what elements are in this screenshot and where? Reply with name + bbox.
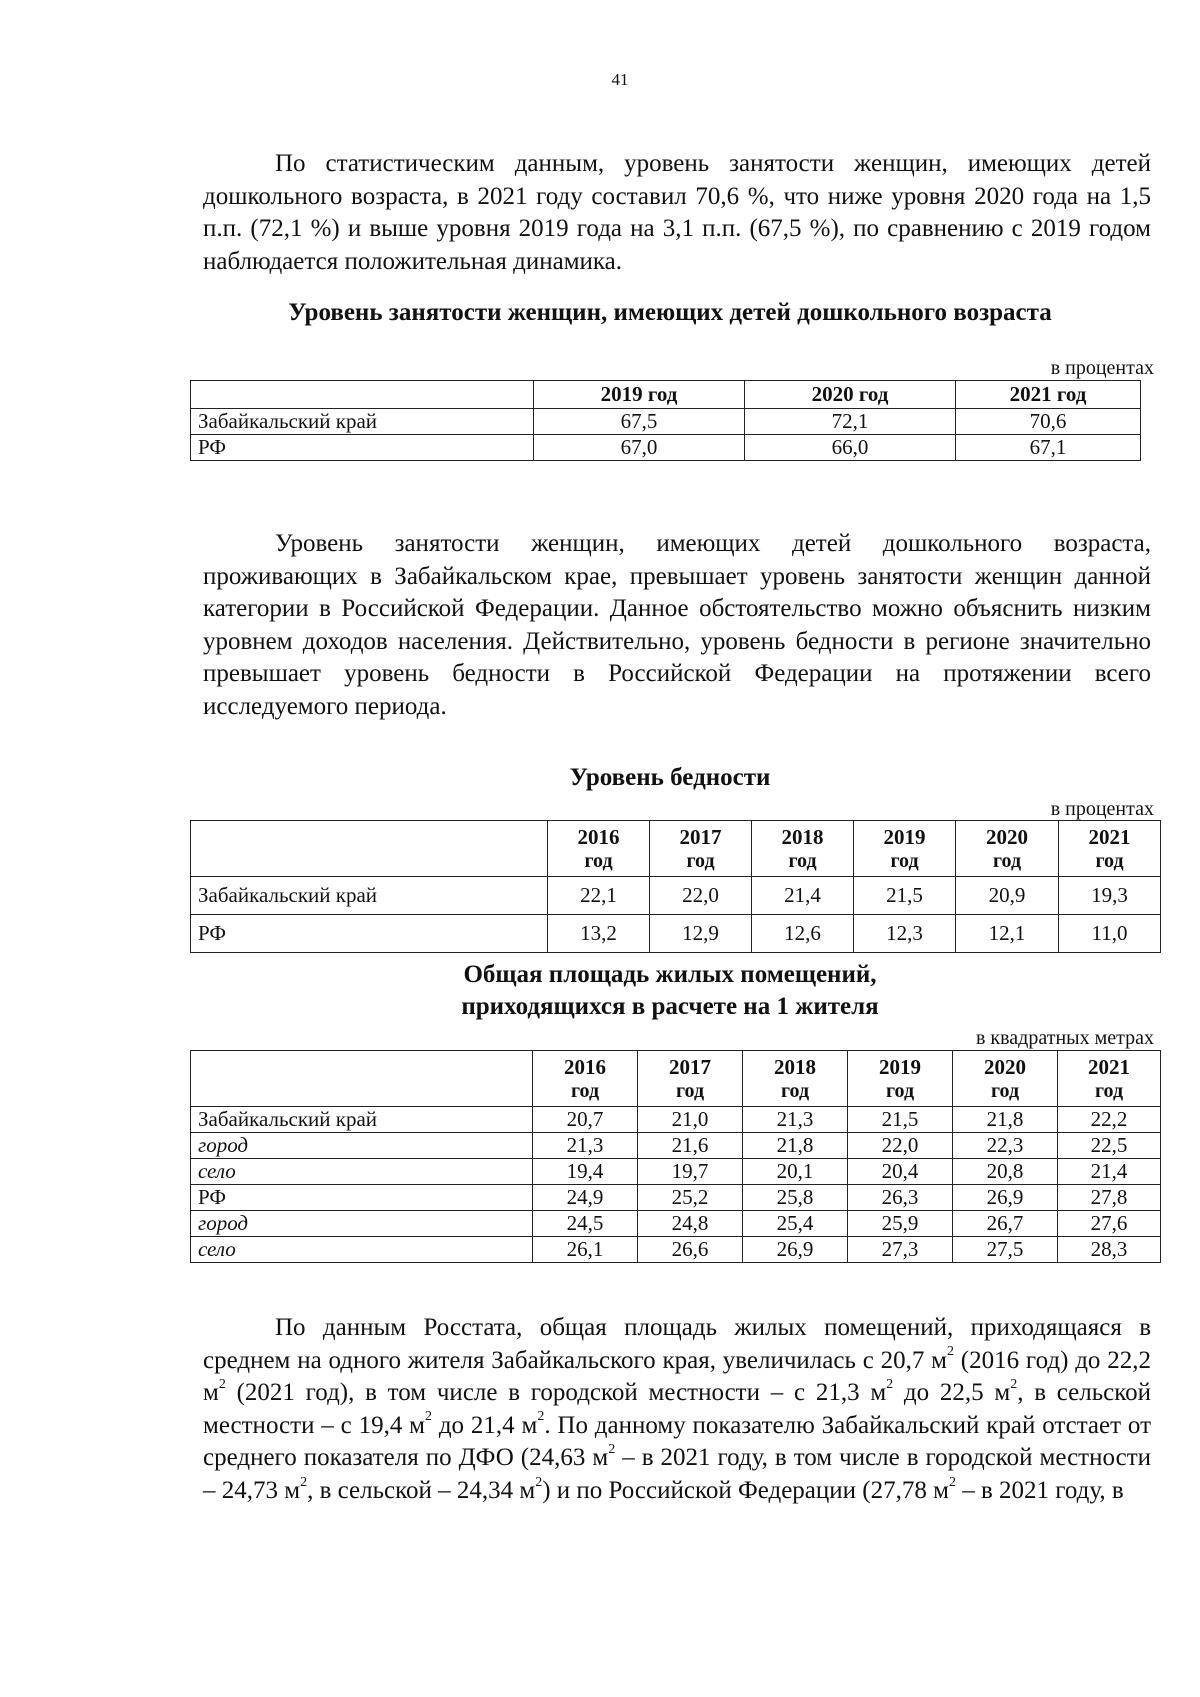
square-meter-superscript: 2 (218, 1376, 226, 1392)
year-suffix: год (885, 1079, 915, 1102)
square-meter-superscript: 2 (948, 1474, 956, 1490)
value-cell: 20,1 (743, 1159, 848, 1185)
table2-title: Уровень бедности (569, 764, 771, 791)
poverty-table (190, 820, 1161, 953)
year-label: 2016 (564, 1054, 606, 1079)
housing-paragraph-text: , в сельской – 24,34 м (307, 1476, 536, 1504)
intro-paragraph-text: По статистическим данным, уровень занятости женщин, имеющих детей дошкольного возраста, в 2021 году составил 70,6 %, что ниже уровня 2020 года на 1,5 п.п. (72,1 %) и выше уровня 2019 года на 3,1 п.п. (67,5 %), по сравнению с 2019 годом наблюдается положительная динамика. (203, 150, 1151, 275)
year-suffix: год (992, 849, 1022, 872)
row-label: РФ (191, 435, 534, 461)
year-suffix: год (686, 849, 715, 872)
table-row (191, 1185, 1161, 1211)
value-cell: 21,0 (638, 1107, 743, 1133)
value-cell: 25,8 (743, 1185, 848, 1211)
row-label: РФ (191, 1185, 533, 1211)
year-suffix: год (780, 1079, 810, 1102)
table2-unit: в процентах (1050, 798, 1154, 820)
value-cell: 21,5 (848, 1107, 953, 1133)
year-header (848, 1051, 953, 1107)
poverty-intro-paragraph-text: Уровень занятости женщин, имеющих детей дошкольного возраста, проживающих в Забайкальском крае, превышает уровень занятости женщин данной категории в Российской Федерации. Данное обстоятельство можно объяснить низким уровнем доходов населения. Действительно, уровень бедности в регионе значительно превышает уровень бедности в Российской Федерации на протяжении всего исследуемого периода. (203, 530, 1151, 720)
year-suffix: год (788, 849, 817, 872)
value-cell: 12,9 (650, 915, 752, 953)
value-cell: 21,3 (533, 1133, 638, 1159)
row-label: город (191, 1133, 533, 1159)
table-header-row (191, 1051, 1161, 1107)
value-cell: 21,4 (1058, 1159, 1161, 1185)
value-cell: 26,1 (533, 1237, 638, 1263)
housing-paragraph-text: до 21,4 м (432, 1411, 538, 1439)
square-meter-superscript: 2 (425, 1409, 432, 1425)
value-cell: 26,9 (743, 1237, 848, 1263)
value-cell: 12,3 (854, 915, 956, 953)
value-cell: 25,9 (848, 1211, 953, 1237)
value-cell: 67,5 (534, 409, 745, 435)
row-label: Забайкальский край (191, 409, 534, 435)
value-cell: 21,8 (953, 1107, 1058, 1133)
square-meter-superscript: 2 (608, 1442, 616, 1458)
table-row (191, 1237, 1161, 1263)
housing-paragraph-text: ) и по Российской Федерации (27,78 м (542, 1476, 949, 1504)
header-blank-cell (191, 1051, 533, 1107)
square-meter-superscript: 2 (946, 1344, 954, 1360)
value-cell: 20,9 (956, 877, 1059, 915)
year-label: 2021 (1088, 1054, 1130, 1079)
housing-paragraph-text: – в 2021 году, в (955, 1476, 1124, 1504)
table-row (191, 1211, 1161, 1237)
square-meter-superscript: 2 (300, 1474, 308, 1490)
value-cell: 20,7 (533, 1107, 638, 1133)
year-header: 2019 год (534, 381, 745, 409)
table1-unit: в процентах (1050, 357, 1154, 379)
year-suffix: год (890, 849, 919, 872)
housing-paragraph-text: (2021 год), в том числе в городской местности – с 21,3 м (225, 1379, 887, 1407)
housing-paragraph-text: , в сельской местности – с 19,4 м (203, 1379, 1152, 1439)
year-header (638, 1051, 743, 1107)
page-number: 41 (611, 70, 629, 89)
value-cell: 22,5 (1058, 1133, 1161, 1159)
table-row (191, 1159, 1161, 1185)
year-suffix: год (1094, 1079, 1124, 1102)
year-label: 2017 (669, 1054, 711, 1079)
table3-title-line1: Общая площадь жилых помещений, (463, 961, 877, 988)
housing-paragraph-text: (2016 год) до 22,2 м (203, 1346, 1151, 1407)
year-header (854, 821, 956, 877)
value-cell: 21,5 (854, 877, 956, 915)
year-suffix: год (675, 1079, 705, 1102)
housing-paragraph (203, 1312, 1151, 1508)
row-label: Забайкальский край (191, 1107, 533, 1133)
square-meter-superscript: 2 (535, 1474, 543, 1490)
year-label: 2019 (879, 1054, 921, 1079)
year-header (752, 821, 854, 877)
year-header (956, 821, 1059, 877)
table3-title-line2: приходящихся в расчете на 1 жителя (461, 993, 879, 1020)
value-cell: 21,6 (638, 1133, 743, 1159)
value-cell: 27,6 (1058, 1211, 1161, 1237)
year-label: 2018 (781, 824, 824, 849)
year-header (953, 1051, 1058, 1107)
value-cell: 28,3 (1058, 1237, 1161, 1263)
table-row (191, 409, 1141, 435)
square-meter-superscript: 2 (1010, 1376, 1018, 1392)
table-row (191, 1133, 1161, 1159)
housing-paragraph-text: – в 2021 году, в том числе в городской местности – 24,73 м (203, 1444, 1151, 1504)
value-cell: 70,6 (956, 409, 1141, 435)
year-suffix: год (584, 849, 613, 872)
year-suffix: год (570, 1079, 600, 1102)
value-cell: 24,5 (533, 1211, 638, 1237)
year-header (548, 821, 650, 877)
year-header (533, 1051, 638, 1107)
year-header: 2020 год (745, 381, 956, 409)
year-suffix: год (990, 1079, 1020, 1102)
square-meter-superscript: 2 (537, 1409, 545, 1425)
year-label: 2018 (774, 1054, 816, 1079)
value-cell: 12,1 (956, 915, 1059, 953)
year-header (1059, 821, 1161, 877)
value-cell: 20,8 (953, 1159, 1058, 1185)
table-header-row (191, 381, 1141, 409)
year-label: 2020 (986, 824, 1028, 849)
row-label: РФ (191, 915, 548, 953)
value-cell: 21,4 (752, 877, 854, 915)
value-cell: 24,8 (638, 1211, 743, 1237)
value-cell: 22,1 (548, 877, 650, 915)
year-header (1058, 1051, 1161, 1107)
housing-paragraph-text: до 22,5 м (893, 1379, 1011, 1407)
value-cell: 67,0 (534, 435, 745, 461)
employment-table (190, 380, 1141, 461)
header-blank-cell (191, 381, 534, 409)
year-suffix: год (1095, 849, 1124, 872)
row-label: Забайкальский край (191, 877, 548, 915)
housing-area-table (190, 1050, 1161, 1263)
table-row (191, 877, 1161, 915)
header-blank-cell (191, 821, 548, 877)
value-cell: 24,9 (533, 1185, 638, 1211)
intro-paragraph (203, 148, 1151, 278)
value-cell: 26,3 (848, 1185, 953, 1211)
row-label: город (191, 1211, 533, 1237)
value-cell: 20,4 (848, 1159, 953, 1185)
table3-unit: в квадратных метрах (975, 1027, 1154, 1049)
value-cell: 27,3 (848, 1237, 953, 1263)
row-label: село (191, 1159, 533, 1185)
value-cell: 26,6 (638, 1237, 743, 1263)
value-cell: 26,7 (953, 1211, 1058, 1237)
value-cell: 25,2 (638, 1185, 743, 1211)
value-cell: 12,6 (752, 915, 854, 953)
value-cell: 26,9 (953, 1185, 1058, 1211)
value-cell: 22,2 (1058, 1107, 1161, 1133)
value-cell: 19,3 (1059, 877, 1161, 915)
value-cell: 66,0 (745, 435, 956, 461)
year-header (650, 821, 752, 877)
year-label: 2016 (577, 824, 620, 849)
year-label: 2020 (984, 1054, 1026, 1079)
table1-title: Уровень занятости женщин, имеющих детей дошкольного возраста (288, 299, 1052, 326)
value-cell: 27,5 (953, 1237, 1058, 1263)
value-cell: 22,3 (953, 1133, 1058, 1159)
row-label: село (191, 1237, 533, 1263)
year-header (743, 1051, 848, 1107)
value-cell: 19,7 (638, 1159, 743, 1185)
year-header: 2021 год (956, 381, 1141, 409)
table-row (191, 435, 1141, 461)
value-cell: 21,3 (743, 1107, 848, 1133)
value-cell: 11,0 (1059, 915, 1161, 953)
poverty-intro-paragraph (203, 528, 1151, 724)
table-row (191, 915, 1161, 953)
value-cell: 72,1 (745, 409, 956, 435)
value-cell: 19,4 (533, 1159, 638, 1185)
value-cell: 22,0 (650, 877, 752, 915)
year-label: 2017 (679, 824, 722, 849)
year-label: 2019 (883, 824, 926, 849)
value-cell: 27,8 (1058, 1185, 1161, 1211)
value-cell: 67,1 (956, 435, 1141, 461)
value-cell: 13,2 (548, 915, 650, 953)
table-header-row (191, 821, 1161, 877)
square-meter-superscript: 2 (886, 1376, 894, 1392)
housing-paragraph-text: . По данному показателю Забайкальский край отстает от среднего показателя по ДФО (24,63 м (203, 1411, 1151, 1472)
table-row (191, 1107, 1161, 1133)
value-cell: 25,4 (743, 1211, 848, 1237)
value-cell: 21,8 (743, 1133, 848, 1159)
year-label: 2021 (1088, 824, 1131, 849)
housing-paragraph-text: По данным Росстата, общая площадь жилых помещений, приходящаяся в среднем на одного жителя Забайкальского края, увеличилась с 20,7 м (203, 1314, 1151, 1374)
value-cell: 22,0 (848, 1133, 953, 1159)
